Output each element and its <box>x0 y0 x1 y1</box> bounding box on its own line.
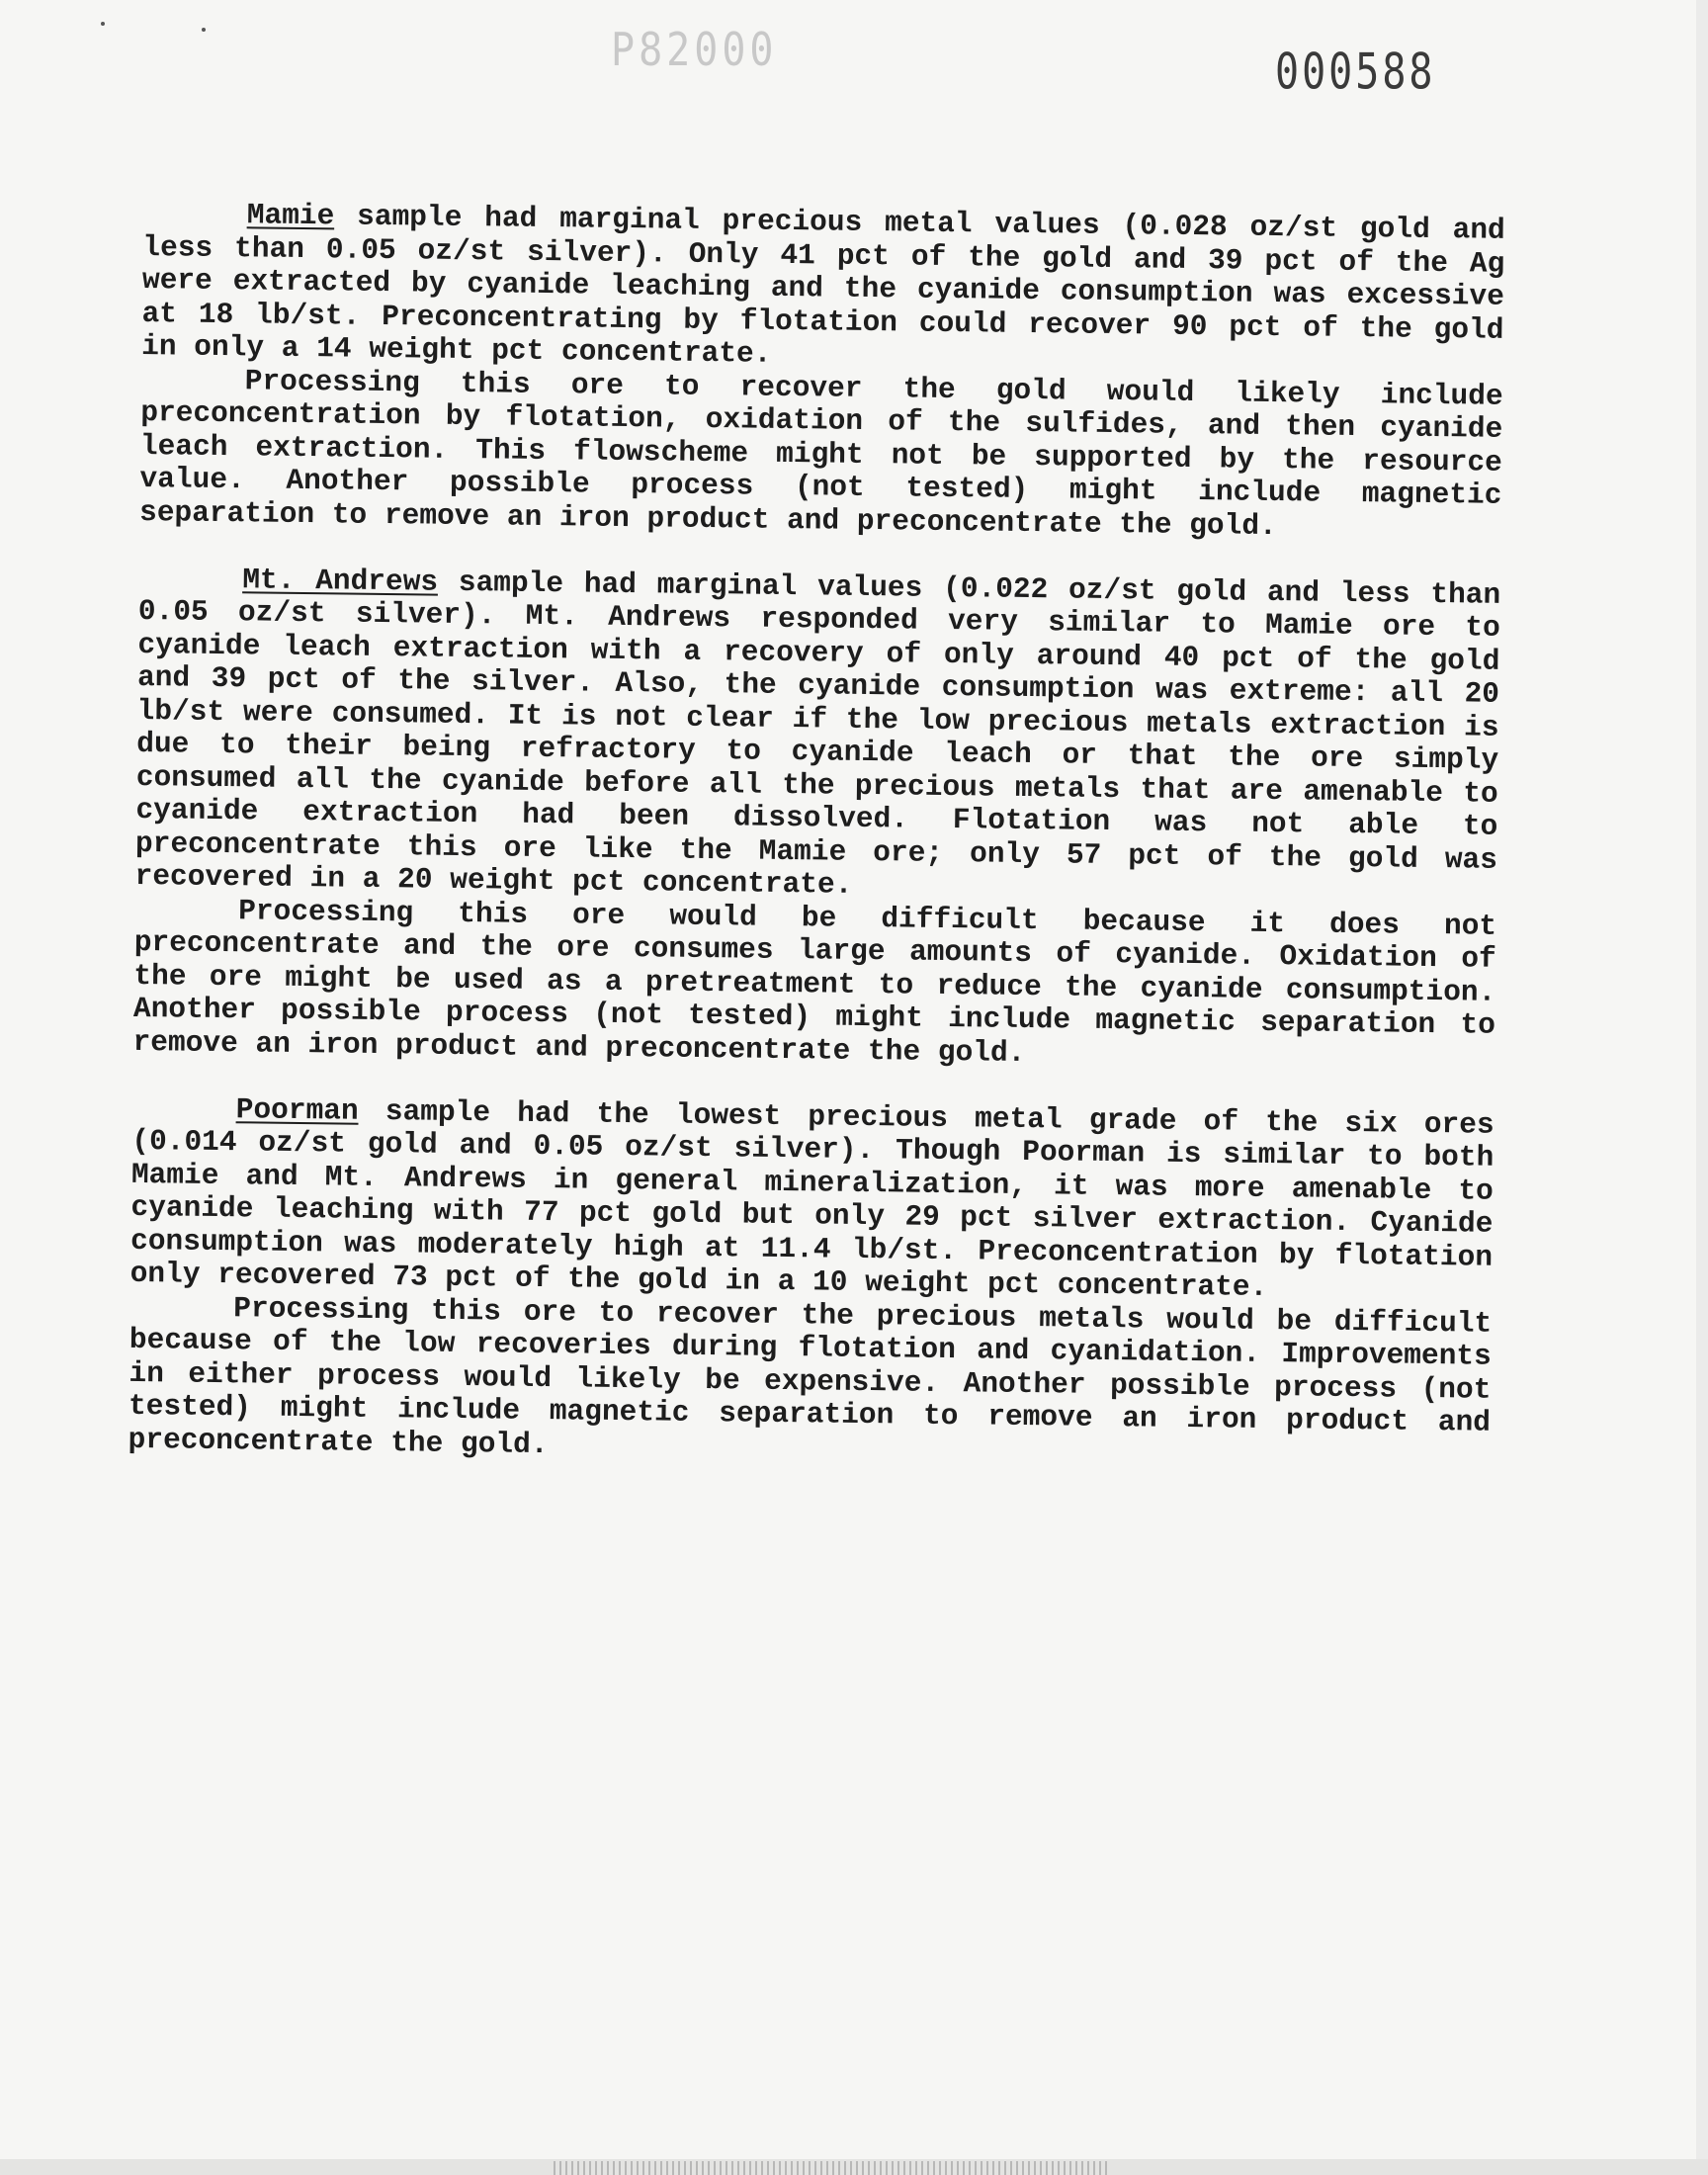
section-lead-mamie: Mamie <box>246 198 335 233</box>
paragraph-poorman-processing <box>128 1290 1492 1472</box>
paragraph-poorman <box>129 1091 1494 1307</box>
section-lead-mt-andrews: Mt. Andrews <box>242 562 439 599</box>
section-lead-poorman: Poorman <box>235 1091 359 1128</box>
paragraph-mamie <box>141 198 1505 380</box>
paragraph-mt-andrews <box>134 562 1500 910</box>
scan-speck <box>101 22 105 26</box>
faint-stamp-number: P82000 <box>611 24 778 77</box>
paragraph-text: sample had marginal precious metal values (0.028 oz/st gold and less than 0.05 oz/st silver). Only 41 pct of the gold and 39 pct of the Ag were extracted by cyanide leaching and the cyanide consumption was excessive at 18 lb/st. Preconcentrating by flotation could recover 90 pct of the gold in only a 14 weight pct concentrate. <box>140 199 1505 371</box>
paragraph-mamie-processing <box>139 363 1503 545</box>
document-body <box>125 198 1504 1717</box>
paragraph-text: sample had marginal values (0.022 oz/st gold and less than 0.05 oz/st silver). Mt. Andrews responded very similar to Mamie ore to cyanide leach extraction with a recovery of only around 40 pct of the gold and 39 pct of the silver. Also, the cyanide consumption was extreme: all 20 lb/st were consumed. It is not clear if the low precious metals extraction is due to their being refractory to cyanide leach or that the ore simply consumed all the cyanide before all the precious metals that are amenable to cyanide extraction had been dissolved. Flotation was not able to preconcentrate this ore like the Mamie ore; only 57 pct of the gold was recovered in a 20 weight pct concentrate. <box>134 565 1501 902</box>
scan-artifact-strip <box>554 2161 1107 2175</box>
paragraph-text: Processing this ore would be difficult because it does not preconcentrate and the ore consumes large amounts of cyanide. Oxidation of the ore might be used as a pretreatment to reduce the cyanide consumption. Another possible process (not tested) might include magnetic separation to remove an iron product and preconcentrate the gold. <box>132 893 1497 1070</box>
paragraph-text: Processing this ore to recover the precious metals would be difficult because of the low recoveries during flotation and cyanidation. Improvements in either process would likely be expensive. Another possible process (not tested) might include magnetic separation to remove an iron product and preconcentrate the gold. <box>128 1290 1493 1461</box>
scan-edge-right <box>1696 0 1708 2175</box>
paragraph-mt-andrews-processing <box>132 893 1496 1075</box>
paragraph-text: Processing this ore to recover the gold would likely include preconcentration by flotation, oxidation of the sulfides, and then cyanide leach extraction. This flowscheme might not be supported by the resource value. Another possible process (not tested) might include magnetic separation to remove an iron product and preconcentrate the gold. <box>138 363 1503 543</box>
paragraph-text: sample had the lowest precious metal grade of the six ores (0.014 oz/st gold and 0.05 oz/st silver). Though Poorman is similar to both Mamie and Mt. Andrews in general mineralization, it was more amenable to cyanide leaching with 77 pct gold but only 29 pct silver extraction. Cyanide consumption was moderately high at 11.4 lb/st. Preconcentration by flotation only recovered 73 pct of the gold in a 10 weight pct concentrate. <box>129 1093 1494 1304</box>
page-number: 000588 <box>1275 44 1436 101</box>
scan-speck <box>202 28 206 32</box>
